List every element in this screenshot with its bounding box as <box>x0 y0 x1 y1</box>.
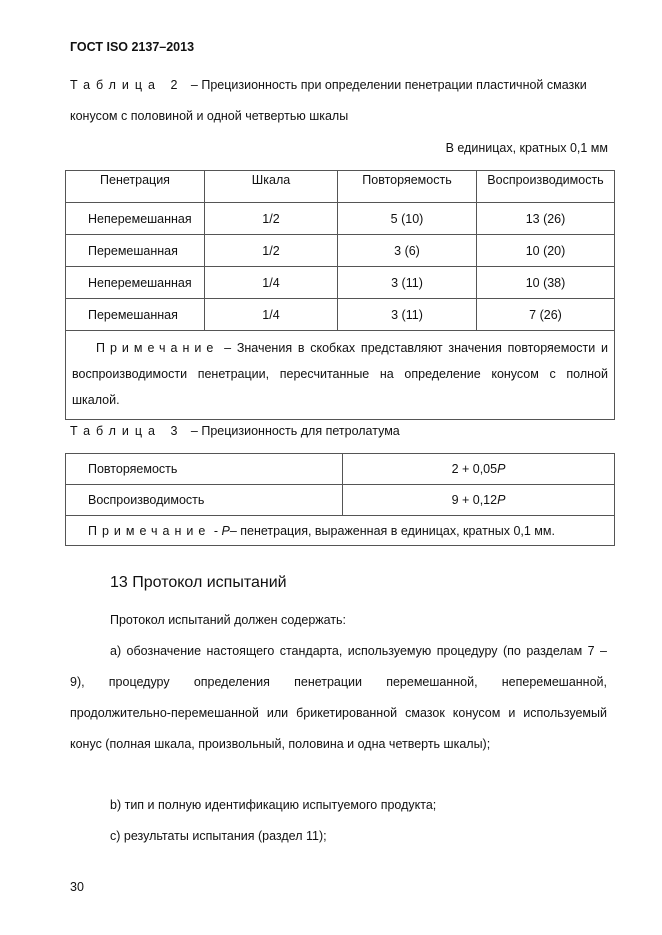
note-label: Примечание <box>96 341 219 355</box>
note-var: P <box>221 523 230 538</box>
list-item-a: а) обозначение настоящего стандарта, используемую процедуру (по разделам 7 – 9), процедуру определения пенетрации перемешанной, неперемешанной, продолжительно-перемешанной или брикетированной смазок конусом и используемый конус (полная шкала, произвольный, половина и одна четверть шкалы); <box>70 644 607 751</box>
table-cell: 1/2 <box>205 235 338 267</box>
table2-label: Таблица 2 <box>70 78 184 92</box>
table-cell <box>343 454 615 485</box>
table2-note-row <box>66 331 615 420</box>
table2-units: В единицах, кратных 0,1 мм <box>445 141 608 155</box>
table-cell: 7 (26) <box>477 299 615 331</box>
table2-note <box>66 331 615 420</box>
table2-caption-text: – Прецизионность при определении пенетрации пластичной смазки <box>190 78 587 92</box>
table-cell: 3 (11) <box>338 267 477 299</box>
table3 <box>65 453 615 546</box>
table-cell <box>343 485 615 516</box>
table-row <box>66 203 615 235</box>
table2-header-cell: Шкала <box>205 171 338 203</box>
table2-caption <box>70 78 587 92</box>
table2-header-cell: Воспроизводимость <box>477 171 615 203</box>
table-row <box>66 485 615 516</box>
list-item-c: c) результаты испытания (раздел 11); <box>110 829 327 843</box>
list-item-b: b) тип и полную идентификацию испытуемого продукта; <box>110 798 437 812</box>
table2-header-cell: Повторяемость <box>338 171 477 203</box>
table2 <box>65 170 615 420</box>
table-cell: Неперемешанная <box>66 203 205 235</box>
formula-prefix: 2 + 0,05 <box>451 462 498 476</box>
table-cell: 3 (11) <box>338 299 477 331</box>
table2-header-row <box>66 171 615 203</box>
table-cell: 1/4 <box>205 299 338 331</box>
table-cell: 3 (6) <box>338 235 477 267</box>
note-dash: - <box>213 523 219 538</box>
table-cell: 1/4 <box>205 267 338 299</box>
table-row <box>66 267 615 299</box>
table-cell: 10 (20) <box>477 235 615 267</box>
table-cell: 10 (38) <box>477 267 615 299</box>
table-cell: Неперемешанная <box>66 267 205 299</box>
table-cell: Перемешанная <box>66 299 205 331</box>
table-row <box>66 454 615 485</box>
page-number: 30 <box>70 880 84 894</box>
table-cell: Воспроизводимость <box>66 485 343 516</box>
table3-note <box>66 516 615 546</box>
section-intro: Протокол испытаний должен содержать: <box>110 613 347 627</box>
formula-var: P <box>497 493 506 507</box>
table-row <box>66 299 615 331</box>
note-label: Примечание <box>88 523 211 538</box>
note-text: – Значения в скобках представляют значения повторяемости и воспроизводимости пенетрации, пересчитанные на определение конусом с полной шкалой. <box>72 341 608 407</box>
table2-header-cell: Пенетрация <box>66 171 205 203</box>
standard-header: ГОСТ ISO 2137–2013 <box>70 40 195 54</box>
table-cell: Перемешанная <box>66 235 205 267</box>
table-cell: 13 (26) <box>477 203 615 235</box>
table3-caption-text: – Прецизионность для петролатума <box>190 424 400 438</box>
table-cell: 5 (10) <box>338 203 477 235</box>
table3-note-row <box>66 516 615 546</box>
section-title: 13 Протокол испытаний <box>110 574 287 591</box>
formula-var: P <box>497 462 506 476</box>
table-row <box>66 235 615 267</box>
table-cell: Повторяемость <box>66 454 343 485</box>
table3-label: Таблица 3 <box>70 424 184 438</box>
table2-caption-cont: конусом с половиной и одной четвертью шкалы <box>70 109 349 123</box>
note-text: – пенетрация, выраженная в единицах, кратных 0,1 мм. <box>229 523 555 538</box>
table-cell: 1/2 <box>205 203 338 235</box>
table3-caption <box>70 424 400 438</box>
formula-prefix: 9 + 0,12 <box>451 493 498 507</box>
